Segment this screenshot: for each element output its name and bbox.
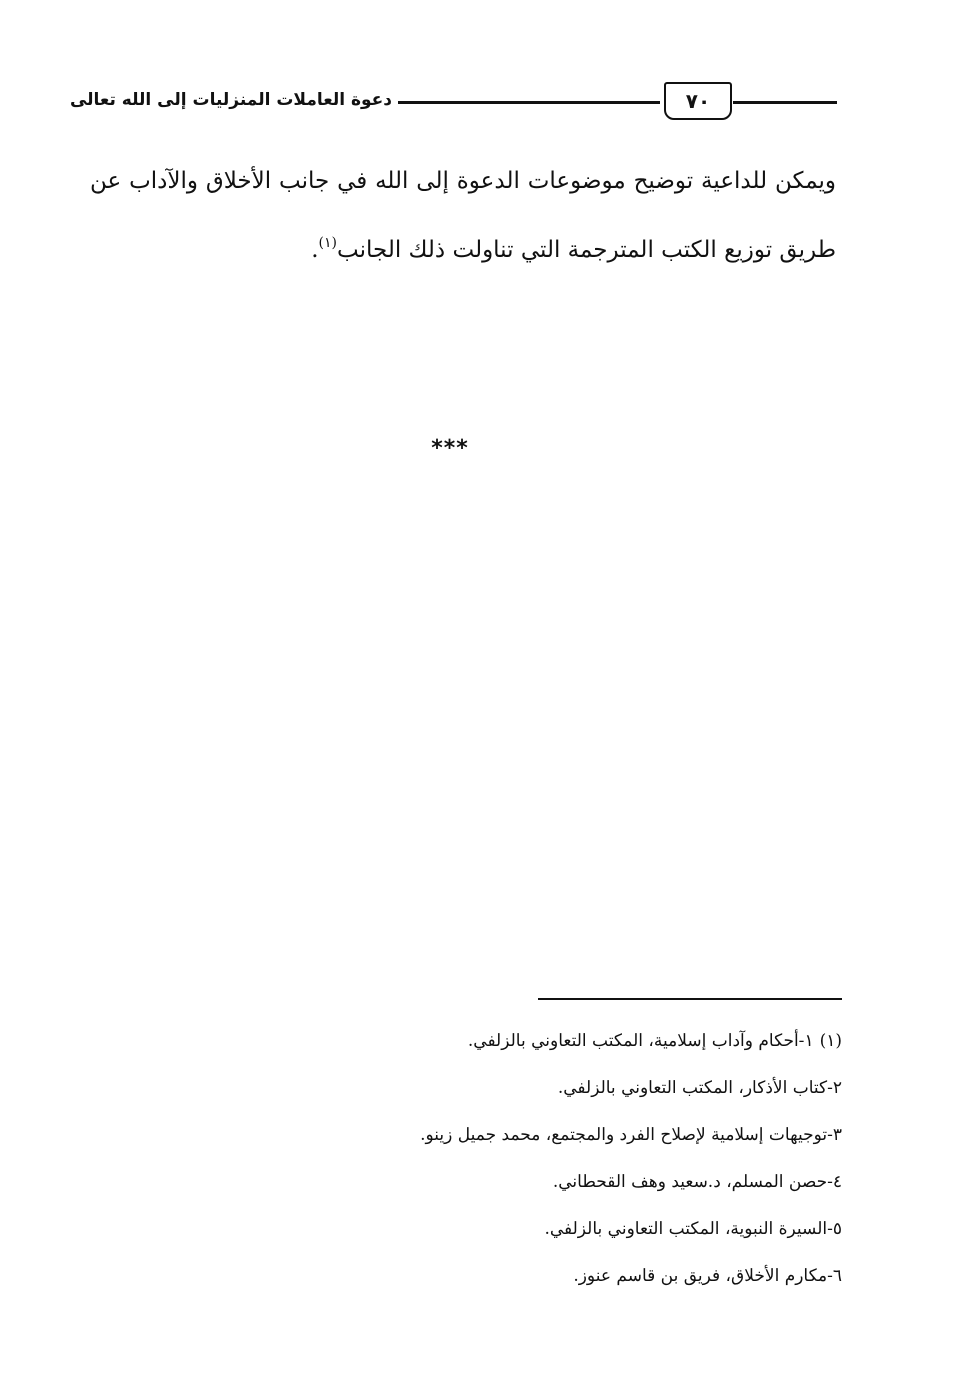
footnote-text: ٤-حصن المسلم، د.سعيد وهف القحطاني. (552, 1172, 842, 1192)
paragraph-end: . (311, 237, 319, 263)
paragraph-text: ويمكن للداعية توضيح موضوعات الدعوة إلى الله في جانب الأخلاق والآداب عن طريق توزيع الكتب المترجمة التي تناولت ذلك الجانب (90, 168, 836, 263)
footnote-item (322, 1065, 842, 1112)
running-header-title: دعوة العاملات المنزليات إلى الله تعالى (69, 90, 392, 110)
footnote-text: ١-أحكام وآداب إسلامية، المكتب التعاوني بالزلفي. (467, 1031, 814, 1051)
footnote-text: ٢-كتاب الأذكار، المكتب التعاوني بالزلفي. (557, 1078, 842, 1098)
footnote-text: ٦-مكارم الأخلاق، فريق بن قاسم عنوز. (573, 1266, 842, 1286)
footnote-marker: (١) (819, 1031, 842, 1051)
footnote-item (322, 1253, 842, 1300)
page-number: ٧٠ (685, 89, 711, 113)
header-rule-left (398, 101, 660, 104)
footnote-list (322, 1018, 842, 1300)
footnote-text: ٣-توجيهات إسلامية لإصلاح الفرد والمجتمع، محمد جميل زينو. (420, 1125, 842, 1145)
header-rule-right (733, 101, 837, 104)
footnote-text: ٥-السيرة النبوية، المكتب التعاوني بالزلفي. (544, 1219, 842, 1239)
body-paragraph (90, 150, 836, 281)
footnote-item (322, 1159, 842, 1206)
page-number-badge (664, 82, 732, 120)
footnote-item (322, 1112, 842, 1159)
footnote-divider (538, 998, 842, 1000)
section-separator: *** (431, 436, 469, 461)
footnote-item (322, 1018, 842, 1065)
footnote-item (322, 1206, 842, 1253)
footnote-reference: (١) (318, 235, 337, 251)
